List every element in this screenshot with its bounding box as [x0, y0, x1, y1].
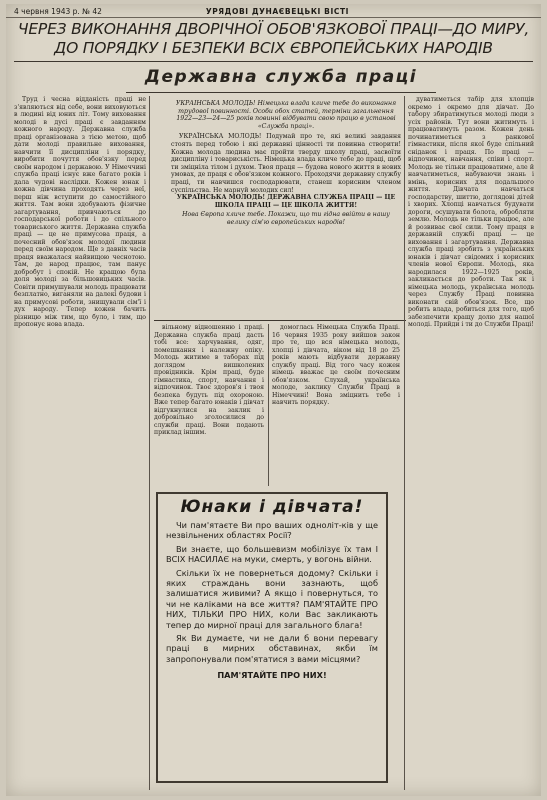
lead-closing: Нова Європа кличе тебе. Покажи, що ти гідна ввійти в нашу велику сім'ю європейських народів!: [182, 211, 390, 226]
lead-epigraph: УКРАЇНСЬКА МОЛОДЬ! Німецька влада кличе тебе до виконання трудової повинності. Особи обох статей, терміни загальнення 1922—23—24—25 років повинні відбувати свою працю в установі «Служба праці».: [175, 100, 397, 130]
lead-body: УКРАЇНСЬКА МОЛОДЬ! Подумай про те, які великі завдання стоять перед тобою і які державні цінності ти повинна створити! Кожна молода людина має пройти тверду школу праці, засвоїти дисципліну і товариськість. Німецька влада кличе тебе до праці, щоб ти зміцніла тілом і духом. Твоя праця — будова нового життя в нових умовах, де праця є обов'язком кожного. Проходячи державну службу праці, ти навчишся господарювати, станеш корисним членом суспільства. Не марнуй молодих сил!: [171, 133, 401, 194]
appeal-box: [156, 492, 388, 783]
lead-rule: [154, 320, 406, 321]
appeal-paragraph: Чи пам'ятаєте Ви про ваших одноліт-ків у ще незвільнених областях Росії?: [166, 520, 378, 541]
column-divider: [404, 96, 405, 790]
subhead-rule: [126, 92, 436, 93]
headline-rule: [14, 61, 533, 62]
column-divider: [149, 96, 150, 790]
newspaper-page: [6, 4, 541, 796]
column-left-text: Труд і чесна відданість праці не з'являються від себе, вони виховуються в людині від юних літ. Тому виховання молоді в дусі праці є завданням кожного народу. Державна служба праці організована з тією метою, щоб дати молоді правильне виховання, навчити її дисципліни і порядку, виробити почуття обов'язку перед своїм народом і державою. У Німеччині служба праці існує вже багато років і дала чудові наслідки. Кожен юнак і кожна дівчина проходять через неї, перш ніж вступити до самостійного життя. Там вони здобувають фізичне загартування, привчаються до господарської роботи і до спільного товариського життя. Державна служба праці — це не примусова праця, а почесний обов'язок молодої людини перед своїм народом. Ще з давніх часів праця вважалася найвищою чеснотою. Там, де народ працює, там панує добробут і спокій. Не кращою була доля молоді за більшовицьких часів. Совіти примушували молодь працювати безплатно, виганяли на далекі будови і на примусові роботи, знищували сім'ї і дух народу. Тепер кожен бачить різницю між тим, що було, і тим, що пропонує нова влада.: [14, 96, 146, 328]
issue-date: 4 червня 1943 р. № 42: [14, 7, 102, 16]
newspaper-title: УРЯДОВІ ДУНАЄВЕЦЬКІ ВІСТІ: [205, 7, 350, 16]
appeal-paragraph: Ви знаєте, що большевизм мобілізує їх там І ВСІХ НАСИЛАЄ на муки, смерть, у вогонь війни.: [166, 543, 378, 565]
article-column-middle-left: [154, 324, 264, 486]
article-column-middle-right: [272, 324, 400, 486]
appeal-paragraph: Скільки їх не повернеться додому? Скільки і яких страждань вони зазнають, щоб залишатися живими? А якщо і повернуться, то чи не каліками на все життя? ПАМ'ЯТАЙТЕ ПРО НИХ, ТІЛЬКИ ПРО НИХ, коли Вас закликають тепер до мирної праці для загального блага!: [166, 567, 378, 630]
lead-article: [171, 100, 401, 314]
article-column-right: [408, 96, 534, 790]
appeal-title: Юнаки і дівчата!: [180, 497, 364, 517]
column-right-text: дуватиметься табір для хлопців окремо і окремо для дівчат. До табору збиратимуться молоді люди з усіх районів. Тут вони житимуть і працюватимуть разом. Кожен день починатиметься з ранкової гімнастики, після якої буде спільний сніданок і праця. По праці — відпочинок, навчання, співи і спорт. Молодь не тільки працюватиме, але й навчатиметься, набуваючи знань і вмінь, корисних для подальшого життя. Дівчата навчаться господарству, шиттю, доглядові дітей і хворих. Хлопці навчаться будувати дороги, осушувати болота, обробляти землю. Молодь не тільки працює, але й розвиває свої сили. Тому праця в державній службі праці — це виховання і загартування. Державна служба праці зробить з українських юнаків і дівчат свідомих і корисних членів нової Європи. Молодь, яка народилася 1922—1925 років, закликається до роботи. Так як і німецька молодь, українська молодь через Службу Праці повинна виконати свій обов'язок. Все, що робить влада, робиться для того, щоб забезпечити кращу долю для нашої молоді. Прийди і ти до Служби Праці!: [408, 96, 534, 328]
lead-motto: УКРАЇНСЬКА МОЛОДЬ! ДЕРЖАВНА СЛУЖБА ПРАЦІ — ЦЕ ШКОЛА ПРАЦІ — ЦЕ ШКОЛА ЖИТТЯ!: [176, 194, 396, 209]
section-title: Державна служба праці: [144, 67, 418, 87]
masthead: [6, 6, 541, 18]
front-headline: ЧЕРЕЗ ВИКОНАННЯ ДВОРІЧНОЇ ОБОВ'ЯЗКОВОЇ ПРАЦІ—ДО МИРУ, ДО ПОРЯДКУ І БЕЗПЕКИ ВСІХ ЄВРОПЕЙСЬКИХ НАРОДІВ: [17, 20, 530, 57]
column-middle-right-text: домоглась Німецька Служба Праці. 16 червня 1935 року вийшов закон про те, що вся німецька молодь, хлопці і дівчата, віком від 18 до 25 років мають відбувати державну службу праці. Від того часу кожен німець вважає це своїм почесним обов'язком. Слухай, українська молоде, заклику Служби Праці в Німеччині! Вона зміцнить тебе і навчить порядку.: [272, 324, 400, 406]
column-divider: [268, 324, 269, 486]
article-column-left: [14, 96, 146, 790]
appeal-remember: ПАМ'ЯТАЙТЕ ПРО НИХ!: [217, 670, 327, 681]
appeal-paragraph: Як Ви думаєте, чи не дали б вони перевагу праці в мирних обставинах, якби їм запропонували пом'ятатися з вами місцями?: [166, 633, 378, 664]
column-middle-left-text: вільному відношенню і праці. Державна служба праці дасть тобі все: харчування, одяг, помешкання і належну опіку. Молодь житиме в таборах під доглядом вишколених провідників. Крім праці, буде гімнастика, спорт, навчання і відпочинок. Твоє здоров'я і твоя безпека будуть під охороною. Вже тепер багато юнаків і дівчат відгукнулися на заклик і добровільно зголосилися до служби праці. Вони подають приклад іншим.: [154, 324, 264, 436]
